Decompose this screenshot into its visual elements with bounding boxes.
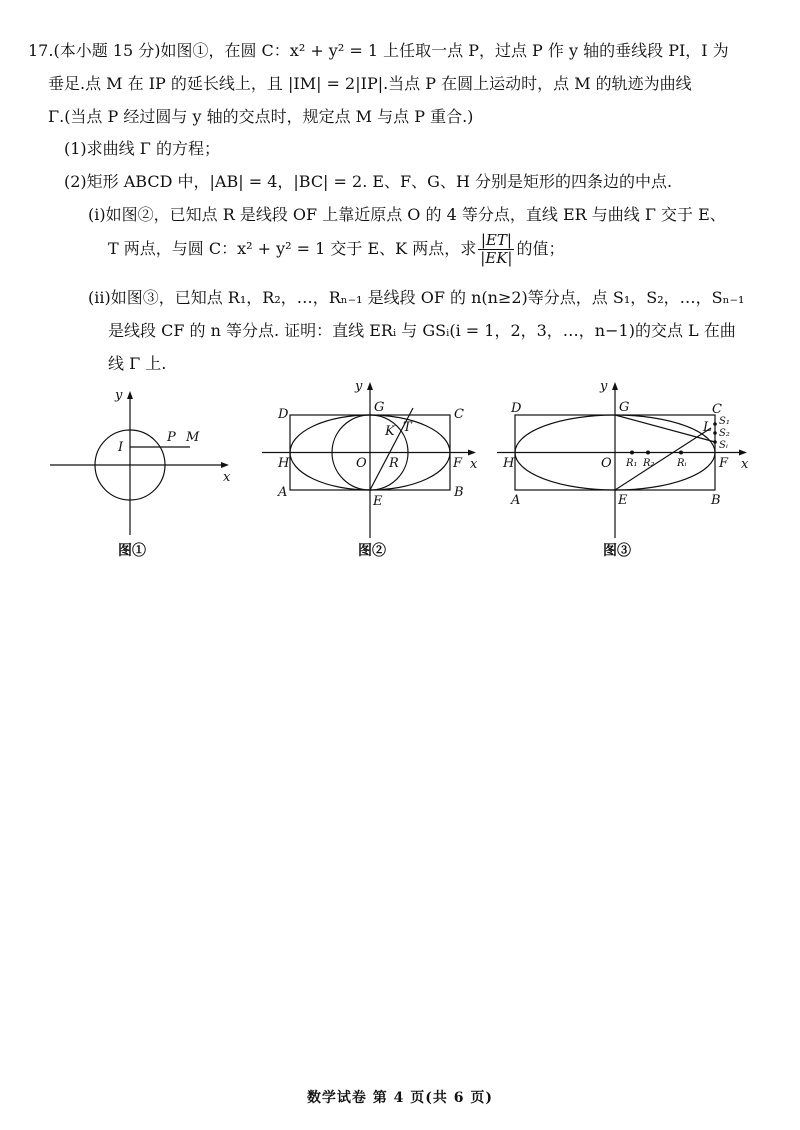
label-d: D: [278, 407, 289, 422]
label-c: C: [712, 402, 722, 417]
problem-line-3: Γ.(当点 P 经过圆与 y 轴的交点时，规定点 M 与点 P 重合.): [48, 107, 474, 126]
label-r2: R₂: [643, 458, 655, 469]
label-m: M: [186, 430, 200, 445]
label-o: O: [356, 456, 367, 471]
ratio-fraction: [478, 232, 514, 267]
label-s2: S₂: [719, 428, 730, 439]
figure-3-caption: 图③: [603, 543, 631, 559]
figure-2-caption: 图②: [358, 543, 386, 559]
label-r: R: [389, 456, 399, 471]
label-b: B: [454, 485, 464, 500]
question-2-i-line-1: (ⅰ)如图②，已知点 R 是线段 OF 上靠近原点 O 的 4 等分点，直线 ER 与曲线 Γ 交于 E、: [88, 205, 726, 224]
label-b: B: [711, 493, 721, 508]
label-x: x: [223, 470, 231, 485]
question-2-i-tail: 的值；: [516, 239, 565, 258]
label-x: x: [741, 457, 749, 472]
figure-1-caption: 图①: [118, 543, 146, 559]
label-g: G: [374, 400, 385, 415]
label-y: y: [600, 379, 608, 394]
figure-1: [40, 385, 250, 545]
label-f: F: [719, 456, 729, 471]
label-s1: S₁: [719, 416, 730, 427]
label-i: I: [118, 440, 124, 455]
label-a: A: [278, 485, 288, 500]
label-e: E: [618, 493, 628, 508]
label-l: L: [703, 420, 712, 435]
question-2-i-line-2: [108, 232, 565, 267]
label-t: T: [403, 420, 412, 435]
fraction-denominator: |EK|: [480, 249, 513, 267]
label-ri: Rᵢ: [677, 458, 687, 469]
question-2-ii-line-1: (ⅱ)如图③，已知点 R₁，R₂，…，Rₙ₋₁ 是线段 OF 的 n(n≥2)等分点，点 S₁，S₂，…，Sₙ₋₁: [88, 288, 745, 307]
label-g: G: [619, 400, 630, 415]
label-si: Sᵢ: [719, 440, 728, 451]
question-2: (2)矩形 ABCD 中，|AB| = 4，|BC| = 2. E、F、G、H 分别是矩形的四条边的中点.: [64, 172, 673, 191]
label-c: C: [454, 407, 464, 422]
label-d: D: [511, 401, 522, 416]
problem-line-2: 垂足.点 M 在 IP 的延长线上，且 |IM| = 2|IP|.当点 P 在圆上运动时，点 M 的轨迹为曲线: [48, 74, 692, 93]
label-a: A: [511, 493, 521, 508]
label-x: x: [470, 457, 478, 472]
label-e: E: [373, 494, 383, 509]
label-y: y: [115, 388, 123, 403]
label-p: P: [167, 430, 176, 445]
question-2-i-text: T 两点，与圆 C：x² + y² = 1 交于 E、K 两点，求: [108, 239, 477, 258]
question-2-ii-line-3: 线 Γ 上.: [108, 354, 167, 373]
question-1: (1)求曲线 Γ 的方程；: [64, 139, 220, 158]
label-f: F: [453, 456, 463, 471]
label-h: H: [278, 456, 290, 471]
label-r1: R₁: [626, 458, 638, 469]
line-gs: [615, 415, 715, 442]
fraction-numerator: |ET|: [478, 232, 514, 250]
label-k: K: [385, 424, 395, 439]
page-footer: 数学试卷 第 4 页(共 6 页): [306, 1090, 494, 1106]
question-2-ii-line-2: 是线段 CF 的 n 等分点. 证明：直线 ERᵢ 与 GSᵢ(i = 1，2，3，…，n−1)的交点 L 在曲: [108, 321, 736, 340]
figure-2: [258, 378, 498, 548]
figure-3: [495, 378, 765, 548]
label-o: O: [601, 456, 612, 471]
label-y: y: [355, 379, 363, 394]
problem-line-1: 17.(本小题 15 分)如图①，在圆 C：x² + y² = 1 上任取一点 P，过点 P 作 y 轴的垂线段 PI，I 为: [28, 41, 729, 60]
label-h: H: [503, 456, 515, 471]
